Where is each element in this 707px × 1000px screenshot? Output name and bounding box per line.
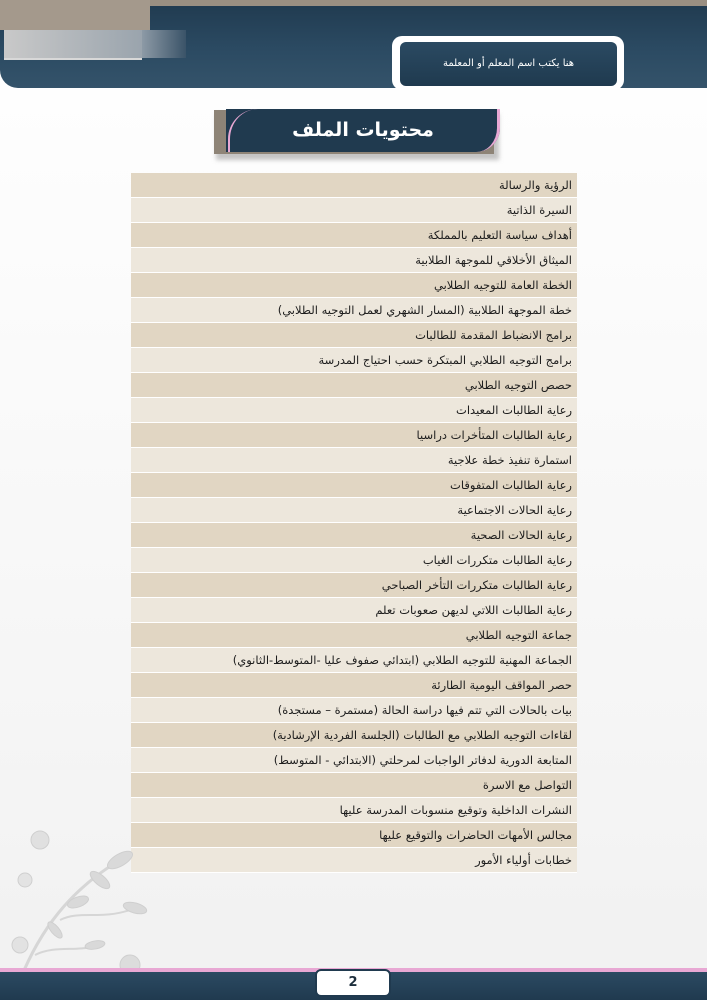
- toc-item: السيرة الذاتية: [131, 198, 577, 223]
- toc-item: رعاية الطالبات اللاتي لديهن صعوبات تعلم: [131, 598, 577, 623]
- header-tan-strip: [140, 0, 707, 6]
- toc-item: خطة الموجهة الطلابية (المسار الشهري لعمل التوجيه الطلابي): [131, 298, 577, 323]
- toc-item: برامج الانضباط المقدمة للطالبات: [131, 323, 577, 348]
- toc-item: الرؤية والرسالة: [131, 173, 577, 198]
- toc-item: خطابات أولياء الأمور: [131, 848, 577, 873]
- toc-item: المتابعة الدورية لدفاتر الواجبات لمرحلتي (الابتدائي - المتوسط): [131, 748, 577, 773]
- toc-item: رعاية الطالبات المعيدات: [131, 398, 577, 423]
- contents-list: [131, 173, 577, 873]
- page-number: 2: [315, 969, 391, 997]
- teacher-name-field[interactable]: هنا يكتب اسم المعلم أو المعلمة: [400, 42, 617, 86]
- page-title: محتويات الملف: [226, 109, 500, 152]
- toc-item: رعاية الطالبات متكررات الغياب: [131, 548, 577, 573]
- toc-item: لقاءات التوجيه الطلابي مع الطالبات (الجلسة الفردية الإرشادية): [131, 723, 577, 748]
- toc-item: مجالس الأمهات الحاضرات والتوقيع عليها: [131, 823, 577, 848]
- floral-decoration-icon: [0, 770, 160, 990]
- toc-item: أهداف سياسة التعليم بالمملكة: [131, 223, 577, 248]
- toc-item: استمارة تنفيذ خطة علاجية: [131, 448, 577, 473]
- toc-item: رعاية الحالات الصحية: [131, 523, 577, 548]
- toc-item: رعاية الطالبات متكررات التأخر الصباحي: [131, 573, 577, 598]
- toc-item: حصص التوجيه الطلابي: [131, 373, 577, 398]
- header-banner: [0, 0, 707, 100]
- toc-item: جماعة التوجيه الطلابي: [131, 623, 577, 648]
- toc-item: الميثاق الأخلاقي للموجهة الطلابية: [131, 248, 577, 273]
- toc-item: رعاية الحالات الاجتماعية: [131, 498, 577, 523]
- toc-item: رعاية الطالبات المتأخرات دراسيا: [131, 423, 577, 448]
- header-grey-block: [4, 30, 142, 58]
- toc-item: الخطة العامة للتوجيه الطلابي: [131, 273, 577, 298]
- toc-item: رعاية الطالبات المتفوقات: [131, 473, 577, 498]
- toc-item: بيات بالحالات التي تتم فيها دراسة الحالة (مستمرة – مستجدة): [131, 698, 577, 723]
- toc-item: التواصل مع الاسرة: [131, 773, 577, 798]
- header-grey-fade: [142, 30, 186, 58]
- toc-item: النشرات الداخلية وتوقيع منسوبات المدرسة عليها: [131, 798, 577, 823]
- toc-item: الجماعة المهنية للتوجيه الطلابي (ابتدائي صفوف عليا -المتوسط-الثانوي): [131, 648, 577, 673]
- toc-item: حصر المواقف اليومية الطارئة: [131, 673, 577, 698]
- toc-item: برامج التوجيه الطلابي المبتكرة حسب احتياج المدرسة: [131, 348, 577, 373]
- header-grey-line: [4, 58, 142, 60]
- header-tan-block: [0, 0, 150, 30]
